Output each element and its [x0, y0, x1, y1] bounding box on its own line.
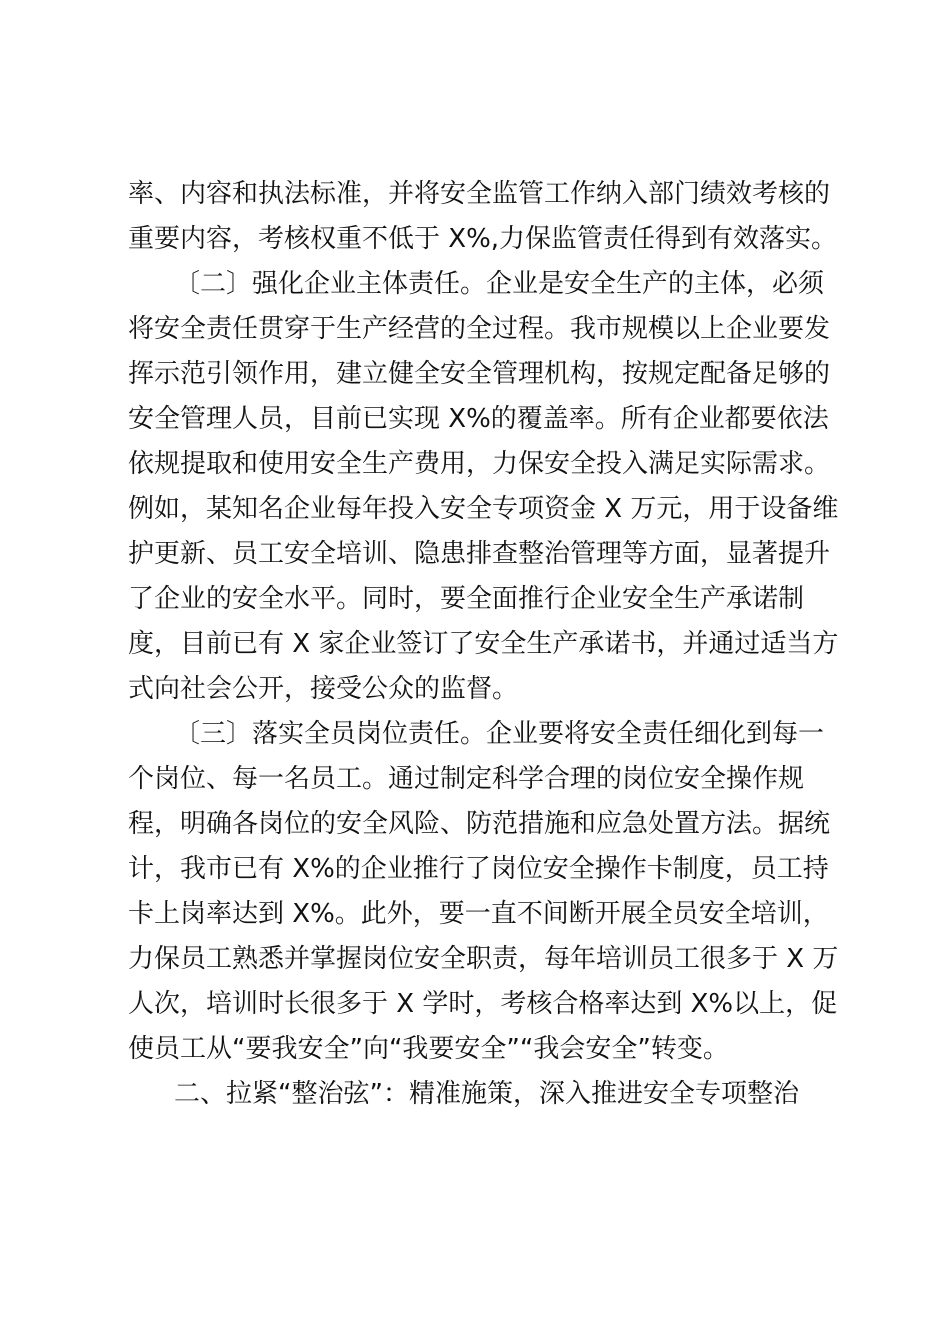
text-line: 度，目前已有 X 家企业签订了安全生产承诺书，并通过适当方 [128, 629, 839, 659]
text-line: 率、内容和执法标准，并将安全监管工作纳入部门绩效考核的 [128, 179, 831, 209]
section-heading: 二、拉紧“整治弦”：精准施策，深入推进安全专项整治 [174, 1079, 799, 1109]
text-line: 力保员工熟悉并掌握岗位安全职责，每年培训员工很多于 X 万 [128, 944, 839, 974]
text-line: 依规提取和使用安全生产费用，力保安全投入满足实际需求。 [128, 449, 831, 479]
text-line: 挥示范引领作用，建立健全安全管理机构，按规定配备足够的 [128, 359, 831, 389]
text-line: 例如，某知名企业每年投入安全专项资金 X 万元，用于设备维 [128, 494, 839, 524]
text-line: 重要内容，考核权重不低于 X%,力保监管责任得到有效落实。 [128, 224, 838, 254]
text-line: 护更新、员工安全培训、隐患排查整治管理等方面，显著提升 [128, 539, 831, 569]
text-line: 使员工从“要我安全”向“我要安全”“我会安全”转变。 [128, 1034, 729, 1064]
text-line: 了企业的安全水平。同时，要全面推行企业安全生产承诺制 [128, 584, 805, 614]
text-line: 卡上岗率达到 X%。此外，要一直不间断开展全员安全培训， [128, 899, 829, 929]
text-line: 人次，培训时长很多于 X 学时，考核合格率达到 X%以上，促 [128, 989, 838, 1019]
text-line: 程，明确各岗位的安全风险、防范措施和应急处置方法。据统 [128, 809, 831, 839]
text-line: 计，我市已有 X%的企业推行了岗位安全操作卡制度，员工持 [128, 854, 829, 884]
text-line: 式向社会公开，接受公众的监督。 [128, 674, 519, 704]
text-line: 个岗位、每一名员工。通过制定科学合理的岗位安全操作规 [128, 764, 805, 794]
text-line: 将安全责任贯穿于生产经营的全过程。我市规模以上企业要发 [128, 314, 831, 344]
text-line: 安全管理人员，目前已实现 X%的覆盖率。所有企业都要依法 [128, 404, 829, 434]
text-line: 〔三〕落实全员岗位责任。企业要将安全责任细化到每一 [174, 719, 825, 749]
text-line: 〔二〕强化企业主体责任。企业是安全生产的主体，必须 [174, 269, 825, 299]
